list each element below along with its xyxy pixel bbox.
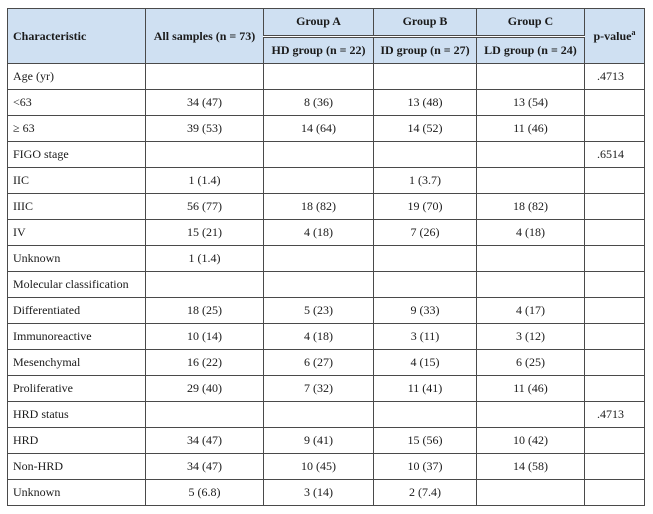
cell-all-samples: 1 (1.4) [146, 246, 264, 272]
table-row [8, 350, 645, 376]
cell-group-b: 4 (15) [374, 350, 477, 376]
table-row [8, 272, 645, 298]
cell-group-c: 11 (46) [477, 376, 585, 402]
table-row [8, 220, 645, 246]
cell-group-b: 19 (70) [374, 194, 477, 220]
cell-group-a: 9 (41) [264, 428, 374, 454]
table-row [8, 116, 645, 142]
cell-group-b [374, 402, 477, 428]
cell-pvalue [585, 350, 645, 376]
cell-characteristic: Differentiated [8, 298, 146, 324]
cell-pvalue [585, 168, 645, 194]
table-row [8, 246, 645, 272]
table-body [8, 64, 645, 506]
cell-group-b: 2 (7.4) [374, 480, 477, 506]
col-header-pvalue: p-value$^a$ [585, 9, 645, 64]
col-header-group-c: Group C [477, 9, 585, 37]
col-header-ld-group: LD group (n = 24) [477, 36, 585, 64]
cell-group-c [477, 246, 585, 272]
table-row [8, 168, 645, 194]
cell-characteristic: Non-HRD [8, 454, 146, 480]
table-row [8, 298, 645, 324]
cell-group-a [264, 272, 374, 298]
cell-characteristic: Unknown [8, 246, 146, 272]
cell-characteristic: Molecular classification [8, 272, 146, 298]
cell-characteristic: Mesenchymal [8, 350, 146, 376]
cell-group-b [374, 272, 477, 298]
cell-pvalue [585, 298, 645, 324]
cell-characteristic: HRD status [8, 402, 146, 428]
cell-group-c: 10 (42) [477, 428, 585, 454]
cell-all-samples [146, 272, 264, 298]
cell-pvalue [585, 194, 645, 220]
cell-all-samples: 34 (47) [146, 454, 264, 480]
cell-group-a: 4 (18) [264, 220, 374, 246]
cell-characteristic: IIIC [8, 194, 146, 220]
cell-group-c: 3 (12) [477, 324, 585, 350]
cell-group-b: 15 (56) [374, 428, 477, 454]
cell-group-c [477, 480, 585, 506]
cell-group-c: 6 (25) [477, 350, 585, 376]
table-row [8, 376, 645, 402]
cell-pvalue [585, 454, 645, 480]
cell-group-a: 14 (64) [264, 116, 374, 142]
col-header-characteristic: Characteristic [8, 9, 146, 64]
cell-group-b: 1 (3.7) [374, 168, 477, 194]
characteristics-table [7, 8, 645, 506]
cell-group-a [264, 402, 374, 428]
cell-group-a: 8 (36) [264, 90, 374, 116]
cell-group-b: 10 (37) [374, 454, 477, 480]
cell-all-samples: 10 (14) [146, 324, 264, 350]
cell-all-samples: 18 (25) [146, 298, 264, 324]
cell-characteristic: ≥ 63 [8, 116, 146, 142]
cell-all-samples: 16 (22) [146, 350, 264, 376]
cell-all-samples: 1 (1.4) [146, 168, 264, 194]
pvalue-footnote-marker: a [631, 27, 636, 37]
cell-group-c [477, 272, 585, 298]
cell-all-samples [146, 402, 264, 428]
col-header-hd-group: HD group (n = 22) [264, 36, 374, 64]
cell-group-a: 18 (82) [264, 194, 374, 220]
cell-group-b: 7 (26) [374, 220, 477, 246]
cell-group-b [374, 142, 477, 168]
table-row [8, 142, 645, 168]
cell-group-a [264, 246, 374, 272]
cell-pvalue [585, 220, 645, 246]
cell-group-a [264, 168, 374, 194]
table-row [8, 90, 645, 116]
cell-characteristic: Age (yr) [8, 64, 146, 90]
cell-pvalue [585, 90, 645, 116]
cell-group-a [264, 142, 374, 168]
cell-group-a: 10 (45) [264, 454, 374, 480]
cell-pvalue [585, 272, 645, 298]
cell-pvalue [585, 116, 645, 142]
cell-group-b: 14 (52) [374, 116, 477, 142]
cell-pvalue: .4713 [585, 64, 645, 90]
cell-pvalue [585, 480, 645, 506]
cell-all-samples: 15 (21) [146, 220, 264, 246]
cell-group-a: 4 (18) [264, 324, 374, 350]
cell-group-b: 3 (11) [374, 324, 477, 350]
cell-group-b [374, 246, 477, 272]
cell-group-a: 6 (27) [264, 350, 374, 376]
cell-characteristic: Proliferative [8, 376, 146, 402]
cell-group-c: 14 (58) [477, 454, 585, 480]
cell-group-a: 5 (23) [264, 298, 374, 324]
cell-all-samples: 29 (40) [146, 376, 264, 402]
cell-group-c [477, 64, 585, 90]
col-header-group-b: Group B [374, 9, 477, 37]
cell-all-samples [146, 64, 264, 90]
col-header-all-samples: All samples (n = 73) [146, 9, 264, 64]
col-header-id-group: ID group (n = 27) [374, 36, 477, 64]
cell-characteristic: IV [8, 220, 146, 246]
cell-pvalue: .6514 [585, 142, 645, 168]
table-row [8, 454, 645, 480]
table-header [8, 9, 645, 64]
cell-group-a: 3 (14) [264, 480, 374, 506]
cell-characteristic: Immunoreactive [8, 324, 146, 350]
cell-group-c: 4 (18) [477, 220, 585, 246]
cell-characteristic: FIGO stage [8, 142, 146, 168]
cell-pvalue [585, 376, 645, 402]
cell-group-c [477, 402, 585, 428]
cell-pvalue [585, 324, 645, 350]
cell-group-c: 18 (82) [477, 194, 585, 220]
cell-group-a: 7 (32) [264, 376, 374, 402]
cell-all-samples: 5 (6.8) [146, 480, 264, 506]
table-row [8, 64, 645, 90]
cell-pvalue [585, 428, 645, 454]
col-header-group-a: Group A [264, 9, 374, 37]
cell-group-b: 11 (41) [374, 376, 477, 402]
table-row [8, 402, 645, 428]
cell-pvalue [585, 246, 645, 272]
cell-group-a [264, 64, 374, 90]
cell-all-samples: 34 (47) [146, 428, 264, 454]
table-row [8, 428, 645, 454]
cell-group-c [477, 142, 585, 168]
cell-group-c: 13 (54) [477, 90, 585, 116]
table-container [7, 8, 645, 506]
cell-group-c: 4 (17) [477, 298, 585, 324]
cell-all-samples: 34 (47) [146, 90, 264, 116]
cell-pvalue: .4713 [585, 402, 645, 428]
cell-all-samples: 39 (53) [146, 116, 264, 142]
table-row [8, 324, 645, 350]
cell-group-c [477, 168, 585, 194]
cell-characteristic: HRD [8, 428, 146, 454]
cell-characteristic: Unknown [8, 480, 146, 506]
cell-characteristic: <63 [8, 90, 146, 116]
cell-characteristic: IIC [8, 168, 146, 194]
cell-all-samples: 56 (77) [146, 194, 264, 220]
cell-group-b [374, 64, 477, 90]
table-row [8, 480, 645, 506]
cell-group-b: 9 (33) [374, 298, 477, 324]
cell-group-b: 13 (48) [374, 90, 477, 116]
cell-group-c: 11 (46) [477, 116, 585, 142]
cell-all-samples [146, 142, 264, 168]
table-row [8, 194, 645, 220]
